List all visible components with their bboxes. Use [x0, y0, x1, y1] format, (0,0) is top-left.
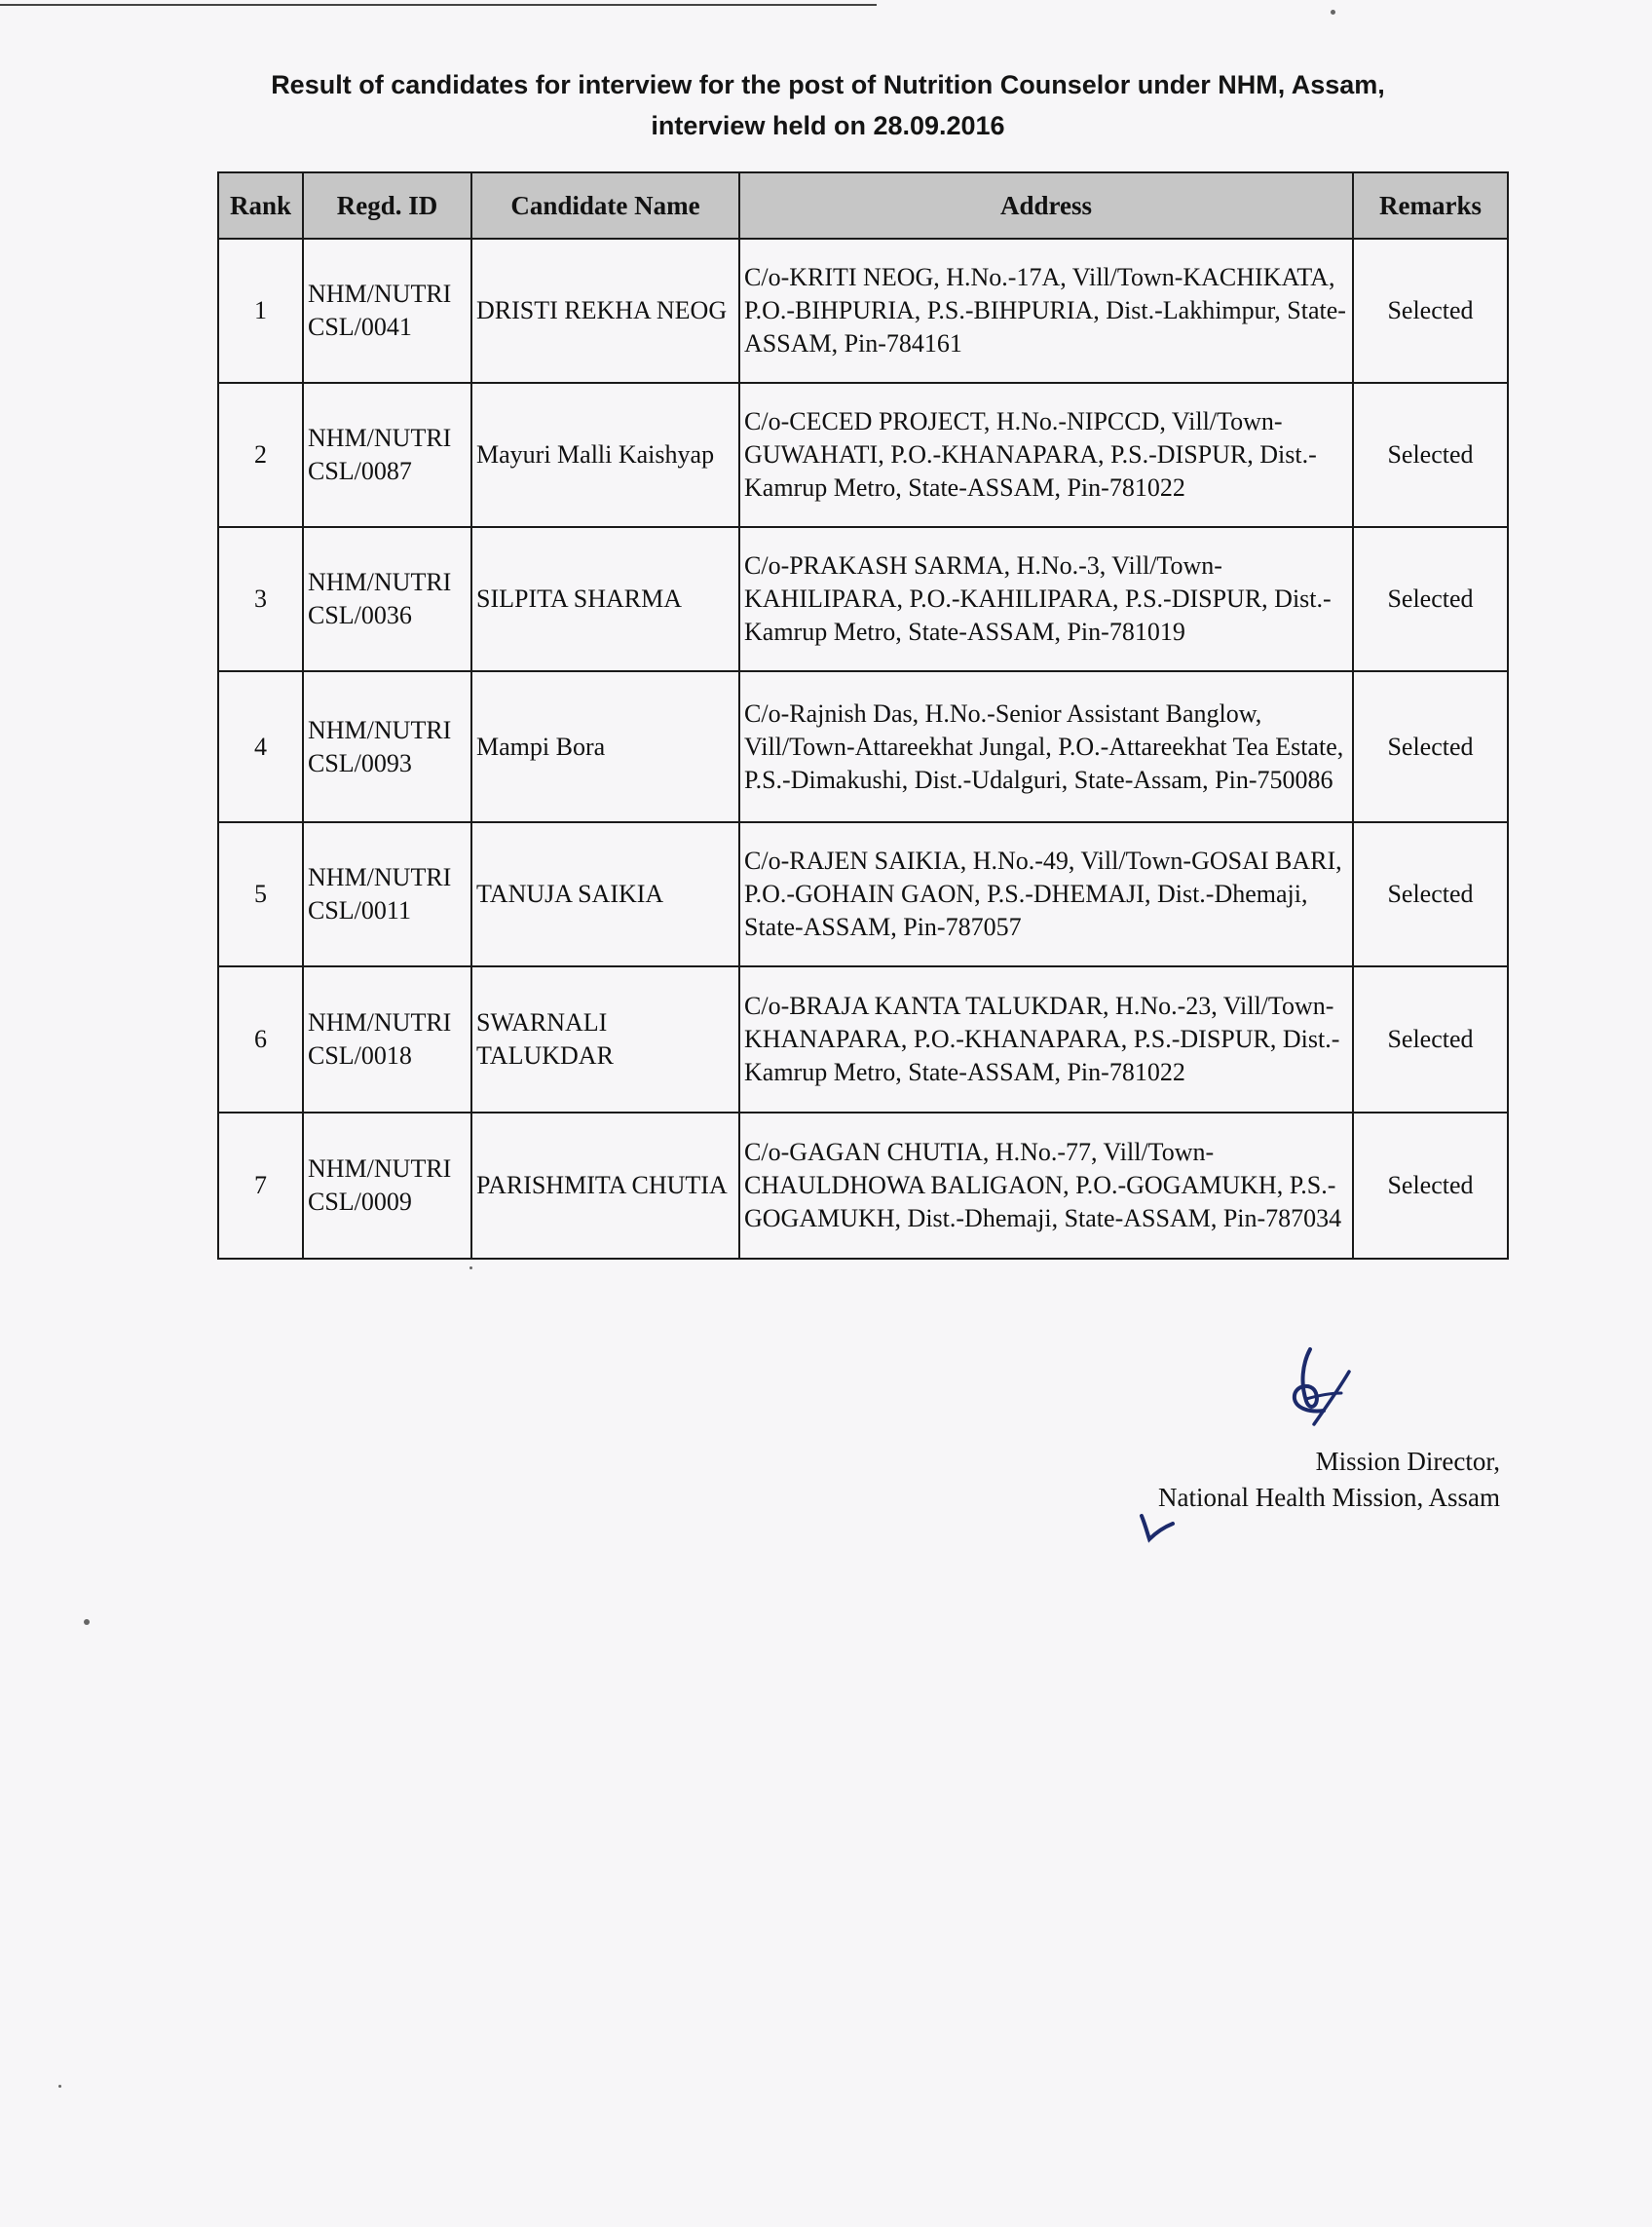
address-cell: C/o-RAJEN SAIKIA, H.No.-49, Vill/Town-GOSAI BARI, P.O.-GOHAIN GAON, P.S.-DHEMAJI, Dist.-Dhemaji, State-ASSAM, Pin-787057: [739, 822, 1353, 966]
address-cell: C/o-PRAKASH SARMA, H.No.-3, Vill/Town-KAHILIPARA, P.O.-KAHILIPARA, P.S.-DISPUR, Dist.-Kamrup Metro, State-ASSAM, Pin-781019: [739, 527, 1353, 671]
remarks-cell: Selected: [1353, 671, 1508, 822]
regd-id-number: CSL/0087: [308, 457, 412, 485]
regd-id-cell: [303, 527, 471, 671]
remarks-cell: Selected: [1353, 527, 1508, 671]
regd-id-prefix: NHM/NUTRI: [308, 715, 452, 744]
rank-cell: 4: [218, 671, 303, 822]
candidate-name-cell: SWARNALI TALUKDAR: [471, 966, 739, 1113]
candidate-name-cell: Mampi Bora: [471, 671, 739, 822]
scan-speck: [58, 2085, 61, 2088]
remarks-cell: Selected: [1353, 239, 1508, 383]
column-header-remarks: Remarks: [1353, 172, 1508, 239]
table-row: [218, 966, 1508, 1113]
signature-mark: [1281, 1344, 1417, 1452]
address-cell: C/o-BRAJA KANTA TALUKDAR, H.No.-23, Vill/Town-KHANAPARA, P.O.-KHANAPARA, P.S.-DISPUR, Dist.-Kamrup Metro, State-ASSAM, Pin-781022: [739, 966, 1353, 1113]
column-header-regd-id: Regd. ID: [303, 172, 471, 239]
address-cell: C/o-Rajnish Das, H.No.-Senior Assistant Banglow, Vill/Town-Attareekhat Jungal, P.O.-Attareekhat Tea Estate, P.S.-Dimakushi, Dist.-Udalguri, State-Assam, Pin-750086: [739, 671, 1353, 822]
regd-id-cell: [303, 671, 471, 822]
candidate-name-cell: DRISTI REKHA NEOG: [471, 239, 739, 383]
candidate-name-cell: TANUJA SAIKIA: [471, 822, 739, 966]
checkmark-icon: [1138, 1508, 1177, 1547]
regd-id-prefix: NHM/NUTRI: [308, 280, 452, 308]
table-header-row: [218, 172, 1508, 239]
regd-id-prefix: NHM/NUTRI: [308, 1154, 452, 1183]
table-row: [218, 822, 1508, 966]
address-cell: C/o-CECED PROJECT, H.No.-NIPCCD, Vill/Town-GUWAHATI, P.O.-KHANAPARA, P.S.-DISPUR, Dist.-Kamrup Metro, State-ASSAM, Pin-781022: [739, 383, 1353, 527]
rank-cell: 6: [218, 966, 303, 1113]
remarks-cell: Selected: [1353, 1113, 1508, 1259]
column-header-address: Address: [739, 172, 1353, 239]
regd-id-number: CSL/0011: [308, 896, 411, 925]
regd-id-cell: [303, 966, 471, 1113]
regd-id-cell: [303, 383, 471, 527]
remarks-cell: Selected: [1353, 383, 1508, 527]
address-cell: C/o-KRITI NEOG, H.No.-17A, Vill/Town-KACHIKATA, P.O.-BIHPURIA, P.S.-BIHPURIA, Dist.-Lakhimpur, State-ASSAM, Pin-784161: [739, 239, 1353, 383]
rank-cell: 2: [218, 383, 303, 527]
candidate-name-cell: SILPITA SHARMA: [471, 527, 739, 671]
regd-id-cell: [303, 1113, 471, 1259]
rank-cell: 5: [218, 822, 303, 966]
results-table: [217, 171, 1509, 1260]
table-row: [218, 1113, 1508, 1259]
signatory-block: [1158, 1444, 1500, 1516]
regd-id-number: CSL/0018: [308, 1041, 412, 1070]
title-line-1: Result of candidates for interview for the post of Nutrition Counselor under NHM, Assam,: [271, 70, 1385, 99]
regd-id-number: CSL/0036: [308, 601, 412, 629]
candidate-name-cell: PARISHMITA CHUTIA: [471, 1113, 739, 1259]
address-cell: C/o-GAGAN CHUTIA, H.No.-77, Vill/Town-CHAULDHOWA BALIGAON, P.O.-GOGAMUKH, P.S.-GOGAMUKH, Dist.-Dhemaji, State-ASSAM, Pin-787034: [739, 1113, 1353, 1259]
column-header-rank: Rank: [218, 172, 303, 239]
regd-id-prefix: NHM/NUTRI: [308, 863, 452, 891]
scan-speck: [469, 1266, 472, 1269]
scan-speck: [84, 1619, 90, 1625]
rank-cell: 3: [218, 527, 303, 671]
regd-id-cell: [303, 822, 471, 966]
regd-id-number: CSL/0093: [308, 748, 412, 777]
table-row: [218, 671, 1508, 822]
regd-id-cell: [303, 239, 471, 383]
remarks-cell: Selected: [1353, 822, 1508, 966]
regd-id-number: CSL/0009: [308, 1188, 412, 1216]
column-header-candidate-name: Candidate Name: [471, 172, 739, 239]
scan-speck: [1331, 10, 1335, 15]
candidate-name-cell: Mayuri Malli Kaishyap: [471, 383, 739, 527]
table-row: [218, 383, 1508, 527]
regd-id-prefix: NHM/NUTRI: [308, 1008, 452, 1037]
signatory-organization: National Health Mission, Assam: [1158, 1483, 1500, 1512]
rank-cell: 7: [218, 1113, 303, 1259]
table-row: [218, 239, 1508, 383]
regd-id-prefix: NHM/NUTRI: [308, 424, 452, 452]
regd-id-number: CSL/0041: [308, 313, 412, 341]
rank-cell: 1: [218, 239, 303, 383]
signatory-designation: Mission Director,: [1315, 1447, 1500, 1476]
top-rule: [0, 4, 877, 6]
page-title: [234, 64, 1422, 146]
remarks-cell: Selected: [1353, 966, 1508, 1113]
table-row: [218, 527, 1508, 671]
title-line-2: interview held on 28.09.2016: [651, 111, 1005, 140]
regd-id-prefix: NHM/NUTRI: [308, 568, 452, 596]
